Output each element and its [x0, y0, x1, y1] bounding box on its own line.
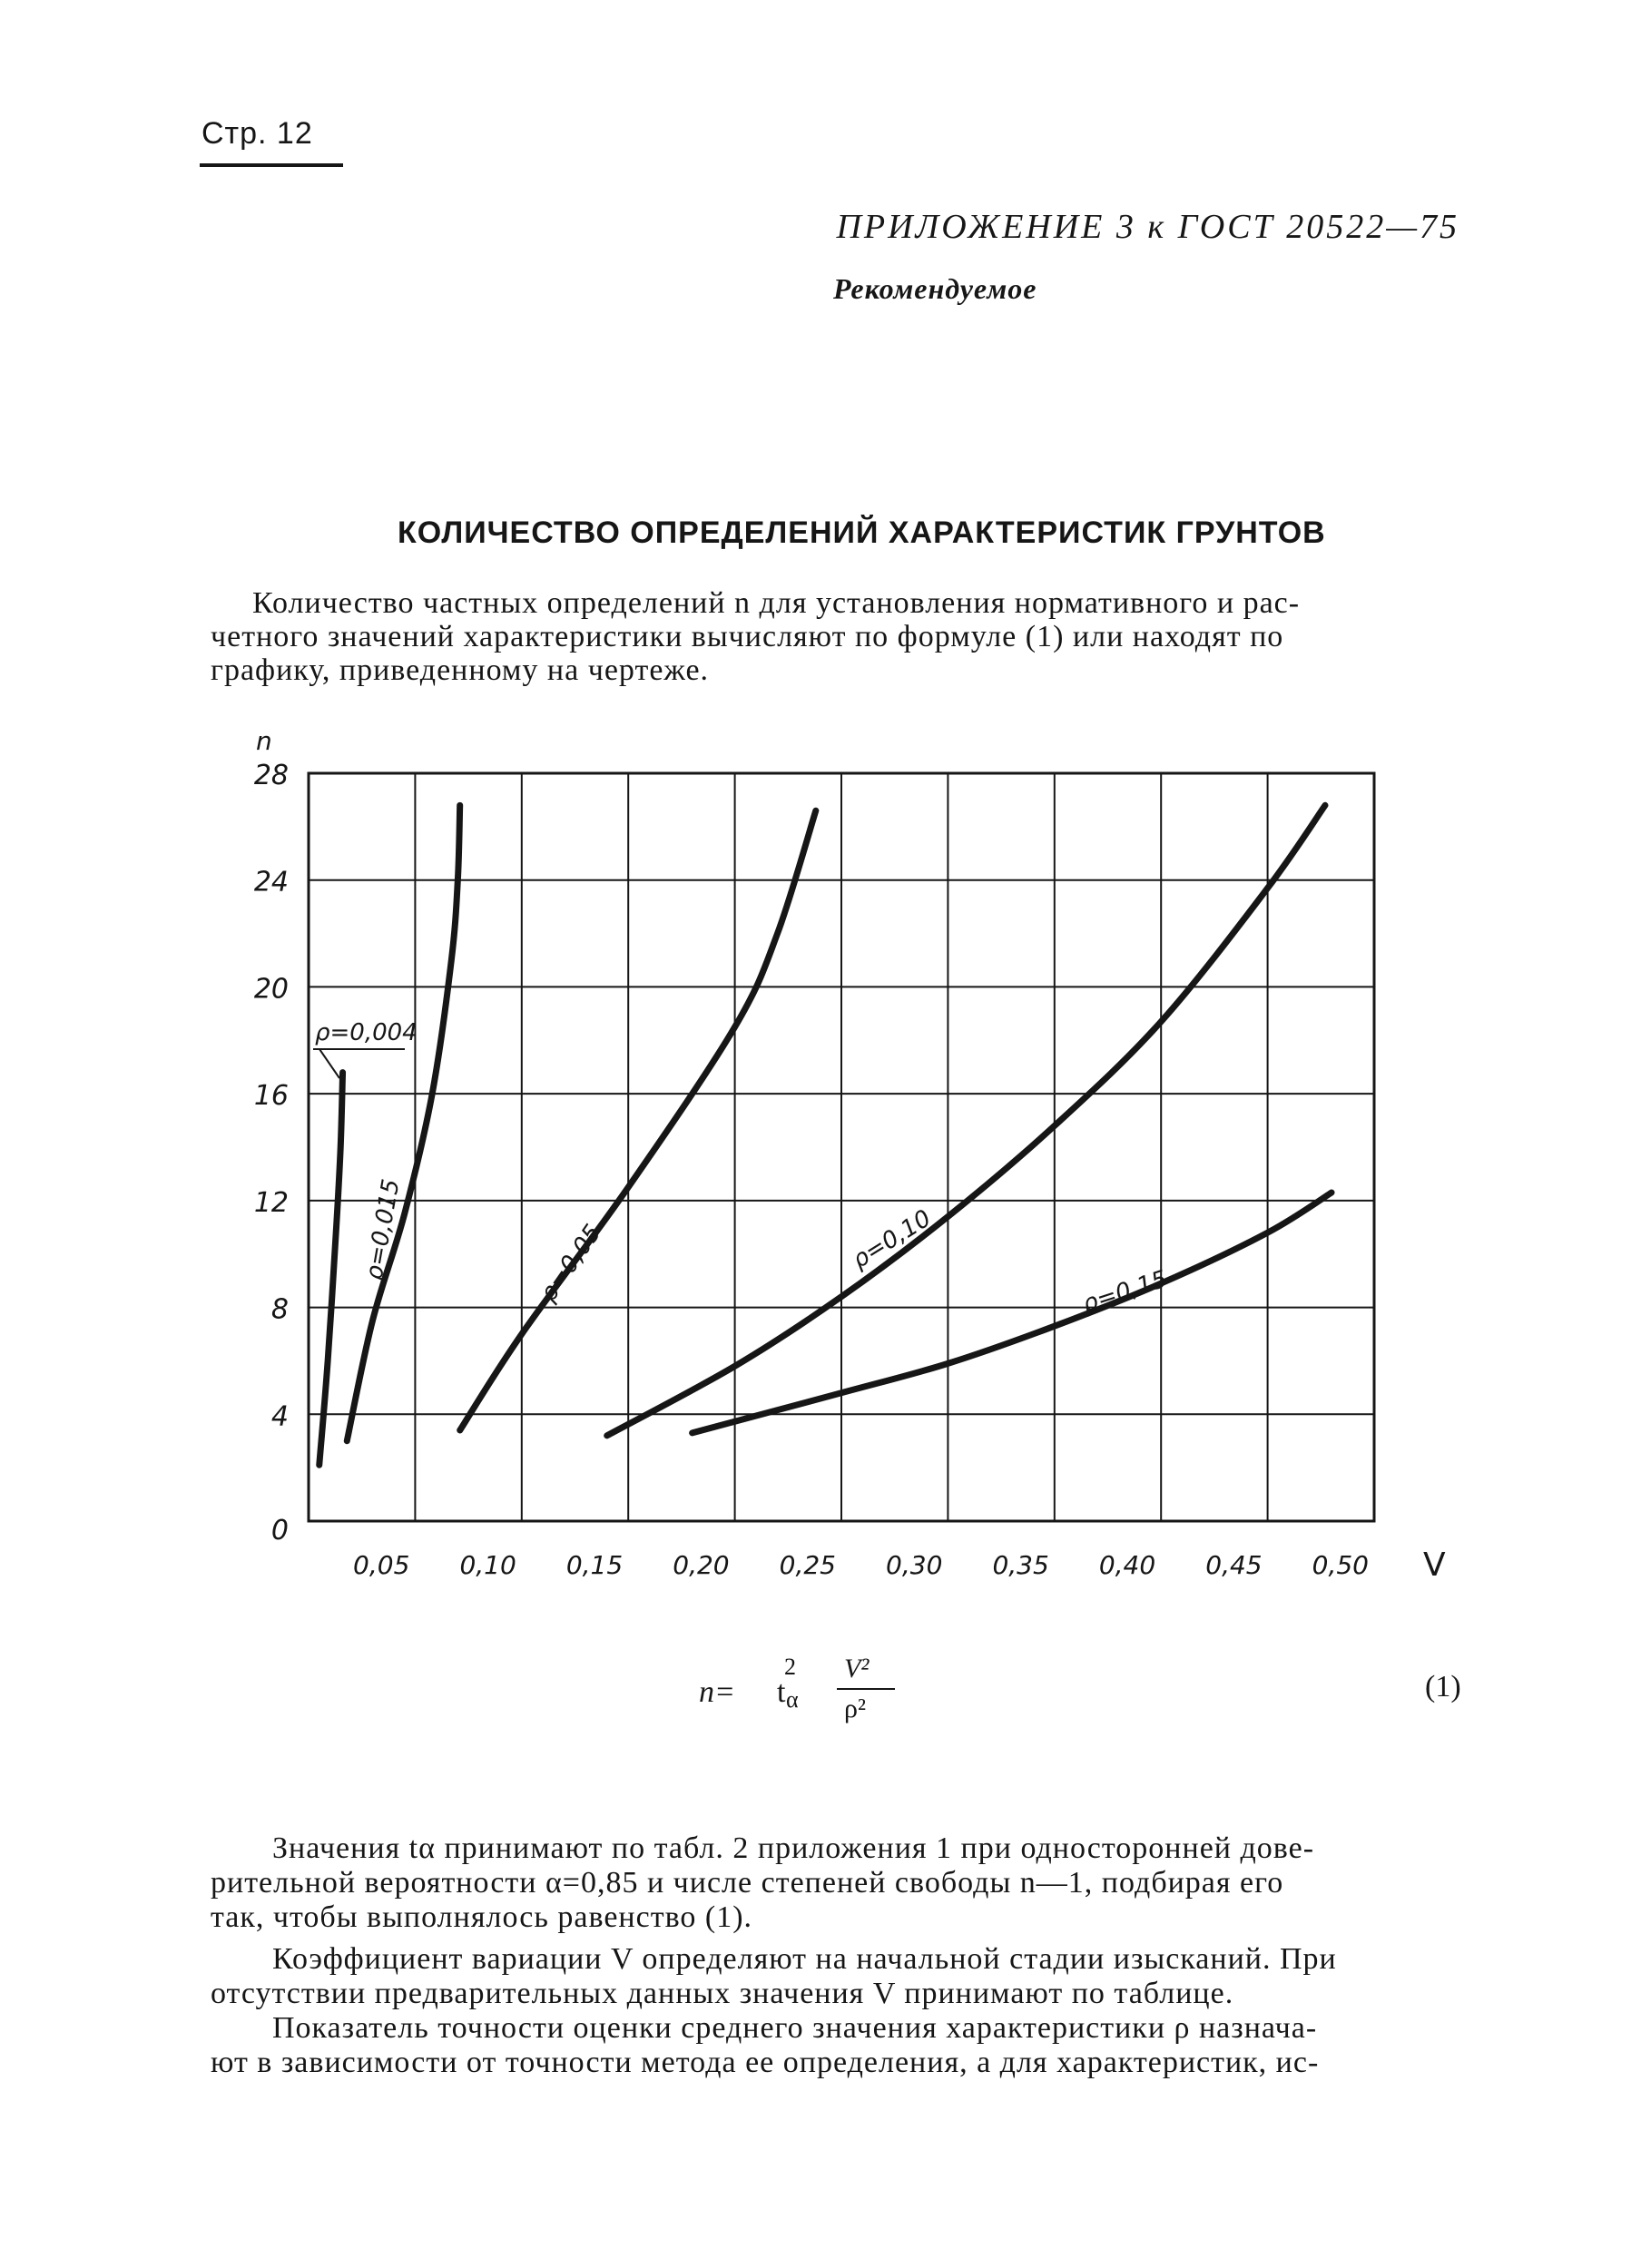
x-tick-label: 0,20 [673, 1550, 730, 1580]
annotation-label: ρ=0,05 [535, 1220, 607, 1308]
paragraph-line: Значения tα принимают по табл. 2 приложения 1 при односторонней дове- [272, 1831, 1315, 1865]
formula-t: t [777, 1675, 786, 1709]
series-line [693, 1193, 1331, 1433]
y-tick-label: 4 [270, 1400, 289, 1433]
y-tick-label: 16 [253, 1080, 289, 1113]
paragraph-line: отсутствии предварительных данных значения V принимают по таблице. [211, 1977, 1234, 2010]
x-axis-label: V [1423, 1546, 1446, 1584]
annotation-leader [319, 1049, 339, 1078]
paragraph-accuracy-index [211, 2011, 1461, 2080]
formula-numerator: V² [844, 1654, 870, 1684]
x-tick-label: 0,25 [779, 1550, 836, 1580]
x-tick-label: 0,05 [353, 1550, 410, 1580]
paragraph-line: рительной вероятности α=0,85 и числе степеней свободы n—1, подбирая его [211, 1866, 1284, 1900]
formula-power: 2 [784, 1654, 796, 1680]
intro-line: четного значений характеристики вычисляют по формуле (1) или находят по [211, 620, 1284, 653]
x-tick-label: 0,15 [565, 1550, 624, 1580]
annotation-label: ρ=0,015 [360, 1176, 406, 1283]
y-tick-label: 8 [270, 1293, 289, 1326]
intro-line: Количество частных определений n для установления нормативного и рас- [252, 586, 1301, 620]
paragraph-variation-coefficient [211, 1942, 1461, 2011]
page-number: Стр. 12 [201, 116, 313, 151]
chart-grid [309, 773, 1374, 1521]
x-tick-label: 0,45 [1205, 1550, 1263, 1580]
formula-number: (1) [1425, 1670, 1461, 1703]
formula-fraction-bar [837, 1688, 895, 1690]
formula [699, 1654, 971, 1735]
formula-subscript: α [786, 1686, 799, 1713]
y-tick-label: 24 [253, 866, 289, 898]
appendix-status: Рекомендуемое [833, 272, 1037, 305]
paragraph-line: Коэффициент вариации V определяют на начальной стадии изысканий. При [272, 1942, 1337, 1976]
y-tick-label: 12 [253, 1186, 289, 1219]
formula-lhs: n= [699, 1675, 735, 1709]
series-line [460, 810, 816, 1430]
y-tick-label: 28 [253, 760, 289, 791]
series-line [347, 805, 459, 1440]
y-tick-label: 20 [253, 973, 289, 1006]
intro-line: графику, приведенному на чертеже. [211, 653, 710, 687]
chart-series [319, 805, 1331, 1465]
appendix-title: ПРИЛОЖЕНИЕ 3 к ГОСТ 20522—75 [836, 208, 1459, 246]
y-tick-label: 0 [270, 1515, 289, 1546]
annotation-label: ρ=0,15 [1078, 1265, 1171, 1319]
x-tick-label: 0,40 [1098, 1550, 1156, 1580]
x-tick-label: 0,30 [886, 1550, 943, 1580]
formula-denominator: ρ² [844, 1694, 866, 1723]
section-heading: КОЛИЧЕСТВО ОПРЕДЕЛЕНИЙ ХАРАКТЕРИСТИК ГРУНТОВ [398, 515, 1326, 550]
x-tick-label: 0,50 [1312, 1550, 1369, 1580]
series-line [607, 805, 1325, 1436]
x-tick-label: 0,35 [992, 1550, 1049, 1580]
chart-ticks [254, 760, 1369, 1580]
paragraph-line: Показатель точности оценки среднего значения характеристики ρ назнача- [272, 2011, 1318, 2045]
series-line [319, 1073, 343, 1466]
paragraph-line: ют в зависимости от точности метода ее определения, а для характеристик, ис- [211, 2046, 1320, 2079]
paragraph-line: так, чтобы выполнялось равенство (1). [211, 1900, 753, 1934]
y-axis-label: n [256, 726, 272, 756]
annotation-label: ρ=0,004 [315, 1019, 418, 1046]
x-tick-label: 0,10 [459, 1550, 516, 1580]
paragraph-t-alpha [211, 1831, 1461, 1935]
annotation-label: ρ=0,10 [847, 1204, 937, 1274]
